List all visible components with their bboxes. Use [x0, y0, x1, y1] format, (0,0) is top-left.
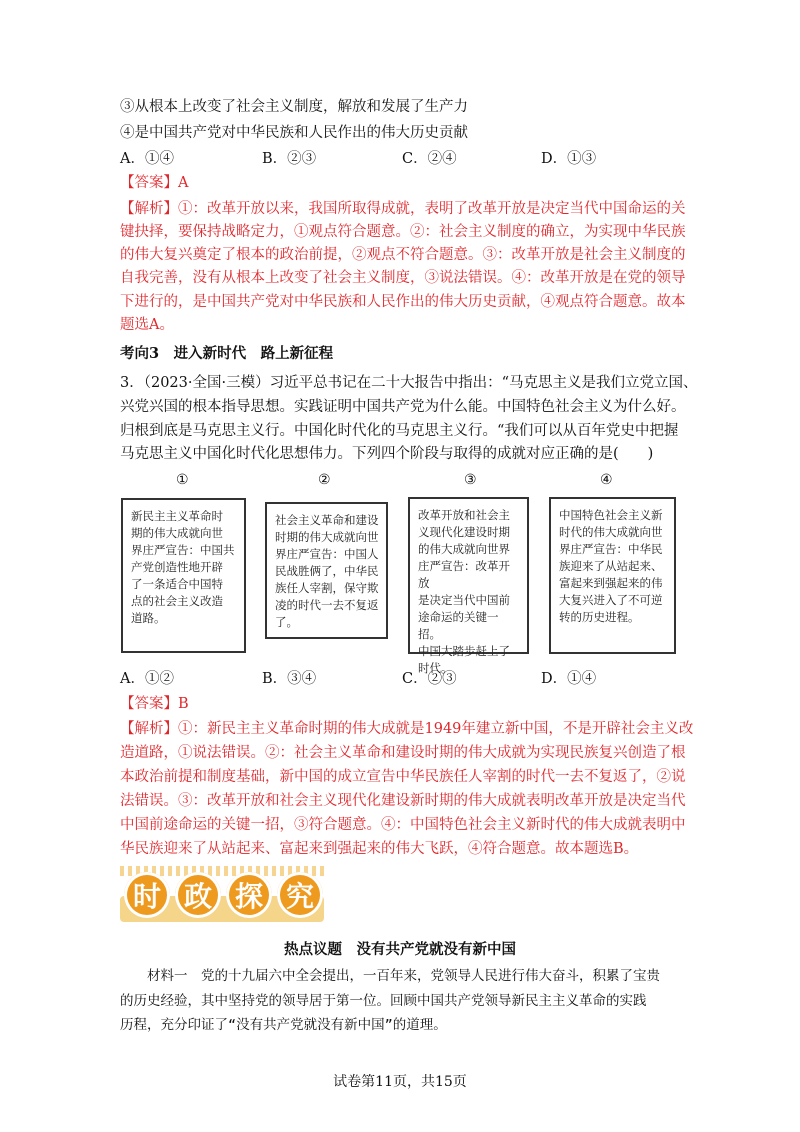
q3-analysis-line: 造道路，①说法错误。②：社会主义革命和建设时期的伟大成就为实现民族复兴创造了根 [120, 745, 686, 761]
box-number: ① [176, 472, 189, 488]
q3-analysis-line: 中国前途命运的关键一招，③符合题意。④：中国特色社会主义新时代的伟大成就表明中 [120, 817, 686, 833]
box-text: 界庄严宣告：中国人 [275, 547, 379, 561]
box-text: 期的伟大成就向世 [131, 526, 223, 540]
box-text: 中国特色社会主义新 [559, 508, 663, 522]
box-text: 了一条适合中国特 [131, 577, 223, 591]
option-d: D．①④ [541, 671, 597, 687]
q3-stem-line: 马克思主义中国化时代化思想伟力。下列四个阶段与取得的成就对应正确的是( ) [120, 446, 654, 462]
stage-box-4 [549, 497, 676, 654]
box-text: 点的社会主义改造 [131, 594, 223, 608]
q2-analysis-line: 的伟大复兴奠定了根本的政治前提，②观点不符合题意。③：改革开放是社会主义制度的 [120, 247, 686, 263]
q3-options [120, 667, 680, 687]
option-a: A．①④ [120, 151, 174, 167]
box-text: 时代。 [418, 661, 453, 675]
q2-analysis-line: 自我完善，没有从根本上改变了社会主义制度，③说法错误。④：改革开放是在党的领导 [120, 270, 686, 286]
material-line: 的历史经验，其中坚持党的领导居于第一位。回顾中国共产党领导新民主主义革命的实践 [120, 993, 647, 1009]
box-text: 途命运的关键一招。 [418, 610, 499, 641]
q2-analysis-line: 题选A。 [120, 317, 174, 333]
q2-analysis-line: 【解析】①：改革开放以来，我国所取得成就，表明了改革开放是决定当代中国命运的关 [120, 201, 686, 217]
box-text: 新民主主义革命时 [131, 509, 223, 523]
q3-stem-line: 兴党兴国的根本指导思想。实践证明中国共产党为什么能。中国特色社会主义为什么好。 [120, 399, 686, 415]
box-text: 是决定当代中国前 [418, 593, 510, 607]
box-text: 产党创造性地开辟 [131, 560, 223, 574]
option-c: C．②④ [402, 151, 457, 167]
box-number: ② [318, 472, 331, 488]
stage-box-3 [408, 497, 529, 675]
box-text: 大复兴进入了不可逆 [559, 593, 663, 607]
stage-box-2 [265, 502, 388, 639]
q3-stem-line: 3．（2023·全国·三模）习近平总书记在二十大报告中指出：“马克思主义是我们立党立国、 [120, 375, 698, 391]
box-text: 社会主义革命和建设 [275, 513, 379, 527]
q3-stem-line: 归根到底是马克思主义行。中国化时代化的马克思主义行。“我们可以从百年党史中把握 [120, 423, 679, 439]
box-text: 中国大踏步赶上了 [418, 644, 510, 658]
q2-answer: 【答案】A [120, 175, 189, 191]
q2-analysis-line: 键抉择，要保持战略定力，①观点符合题意。②：社会主义制度的确立，为实现中华民族 [120, 224, 686, 240]
option-d: D．①③ [541, 151, 597, 167]
q3-analysis-line: 本政治前提和制度基础，新中国的成立宣告中华民族任人宰割的时代一去不复返了，②说 [120, 769, 686, 785]
box-text: 富起来到强起来的伟 [559, 576, 663, 590]
option-a: A．①② [120, 671, 174, 687]
q2-analysis-line: 下进行的，是中国共产党对中华民族和人民作出的伟大历史贡献，④观点符合题意。故本 [120, 294, 686, 310]
q3-analysis-line: 华民族迎来了从站起来、富起来到强起来的伟大飞跃，④符合题意。故本题选B。 [120, 841, 639, 857]
q2-options [120, 147, 680, 167]
box-number: ④ [600, 472, 613, 488]
box-text: 时期的伟大成就向世 [275, 530, 379, 544]
box-text: 道路。 [131, 611, 166, 625]
box-text: 改革开放和社会主 [418, 508, 510, 522]
box-text: 界庄严宣告：中华民 [559, 542, 663, 556]
stage-box-1 [121, 498, 246, 653]
box-number: ③ [464, 472, 477, 488]
box-text: 族任人宰割，保守欺 [275, 581, 379, 595]
box-text: 界庄严宣告：中国共 [131, 543, 235, 557]
hot-topic-title: 热点议题 没有共产党就没有新中国 [284, 941, 516, 958]
q3-analysis-line: 法错误。③：改革开放和社会主义现代化建设新时期的伟大成就表明改革开放是决定当代 [120, 793, 686, 809]
box-text: 时代的伟大成就向世 [559, 525, 663, 539]
page-footer: 试卷第11页，共15页 [333, 1074, 467, 1090]
material-line: 历程，充分印证了“没有共产党就没有新中国”的道理。 [120, 1017, 447, 1033]
box-text: 了。 [275, 615, 298, 629]
material-line: 材料一 党的十九届六中全会提出，一百年来，党领导人民进行伟大奋斗，积累了宝贵 [120, 968, 660, 984]
q3-analysis-line: 【解析】①：新民主主义革命时期的伟大成就是1949年建立新中国，不是开辟社会主义改 [120, 721, 694, 737]
box-text: 义现代化建设时期 [418, 525, 510, 539]
statement-4: ④是中国共产党对中华民族和人民作出的伟大历史贡献 [120, 125, 468, 141]
option-c: C．②③ [402, 671, 457, 687]
banner-char: 时 [124, 872, 170, 918]
option-b: B．②③ [262, 151, 317, 167]
section-heading: 考向3 进入新时代 路上新征程 [120, 345, 334, 362]
banner-char: 探 [226, 872, 272, 918]
statement-3: ③从根本上改变了社会主义制度，解放和发展了生产力 [120, 99, 468, 115]
current-affairs-banner [120, 866, 324, 924]
box-text: 民战胜俩了，中华民 [275, 564, 379, 578]
box-text: 族迎来了从站起来、 [559, 559, 663, 573]
option-b: B．③④ [262, 671, 317, 687]
banner-char: 究 [277, 872, 323, 918]
box-text: 转的历史进程。 [559, 610, 640, 624]
banner-char: 政 [175, 872, 221, 918]
box-text: 庄严宣告：改革开放 [418, 559, 510, 590]
q3-answer: 【答案】B [120, 696, 189, 712]
box-text: 的伟大成就向世界 [418, 542, 510, 556]
box-text: 凌的时代一去不复返 [275, 598, 379, 612]
